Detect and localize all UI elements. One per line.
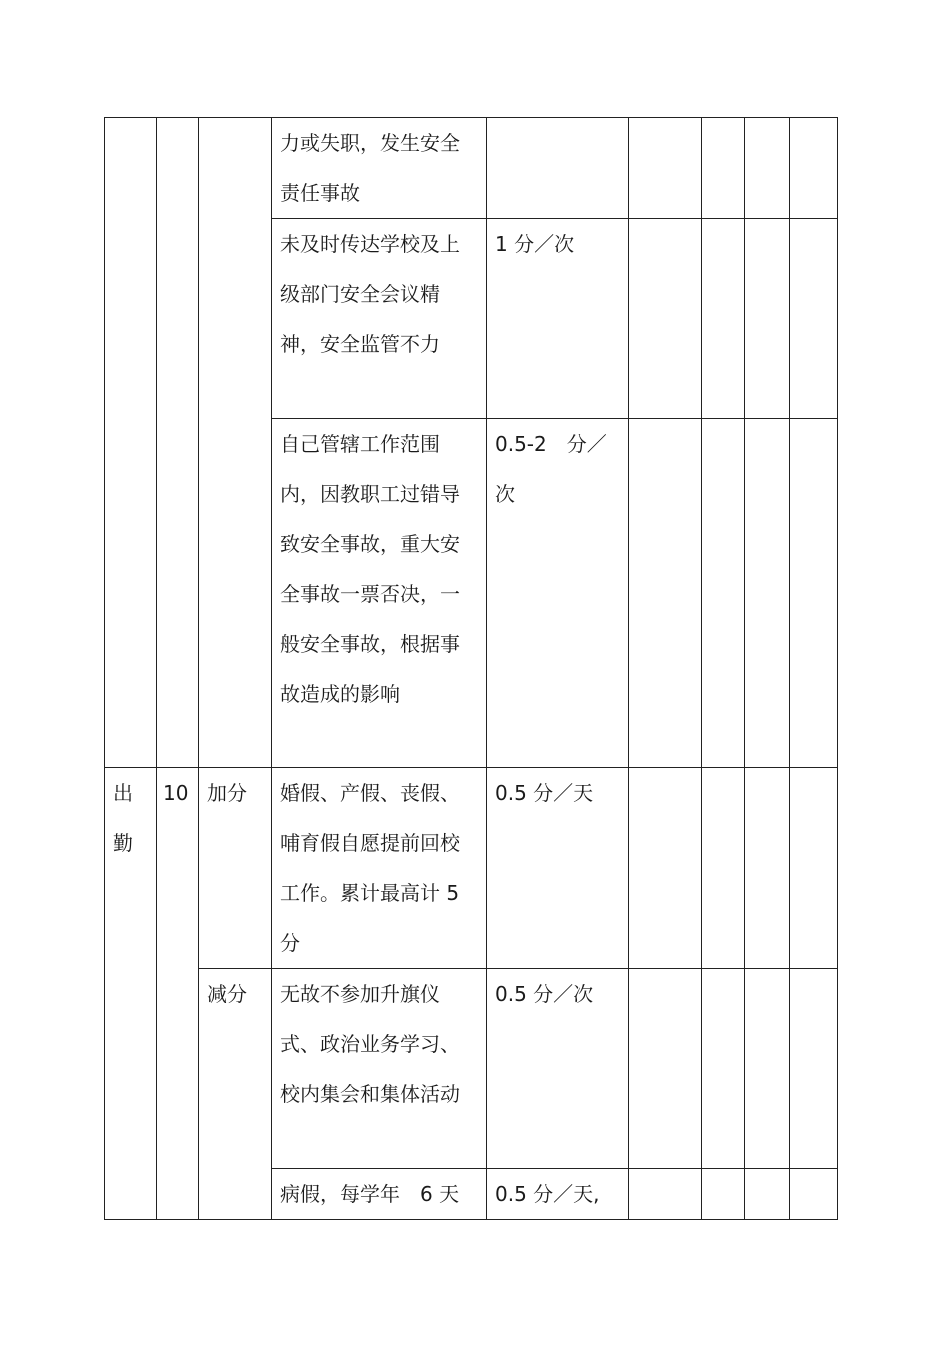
- empty-cell: [629, 768, 702, 969]
- empty-cell: [702, 219, 745, 419]
- type-cell: 加分: [199, 768, 272, 969]
- std-cell: [487, 118, 629, 219]
- empty-cell: [790, 768, 838, 969]
- empty-cell: [745, 419, 790, 768]
- empty-cell: [629, 118, 702, 219]
- assessment-table: [104, 117, 838, 1220]
- empty-cell: [629, 419, 702, 768]
- desc-cell: 婚假、产假、丧假、哺育假自愿提前回校工作。累计最高计 5 分: [272, 768, 487, 969]
- empty-cell: [790, 118, 838, 219]
- desc-cell: 力或失职，发生安全责任事故: [272, 118, 487, 219]
- std-cell: 1 分／次: [487, 219, 629, 419]
- table-row: [105, 118, 838, 219]
- empty-cell: [702, 969, 745, 1169]
- empty-cell: [790, 969, 838, 1169]
- empty-cell: [745, 768, 790, 969]
- empty-cell: [745, 219, 790, 419]
- empty-cell: [745, 118, 790, 219]
- empty-cell: [702, 1169, 745, 1220]
- table-row: [105, 969, 838, 1169]
- score-cell: [157, 118, 199, 768]
- type-cell: [199, 118, 272, 768]
- desc-cell: 自己管辖工作范围内，因教职工过错导致安全事故，重大安全事故一票否决，一般安全事故，根据事故造成的影响: [272, 419, 487, 768]
- empty-cell: [629, 969, 702, 1169]
- empty-cell: [790, 1169, 838, 1220]
- item-cell: 出勤: [105, 768, 157, 1220]
- empty-cell: [745, 1169, 790, 1220]
- std-cell: 0.5 分／天: [487, 768, 629, 969]
- score-cell: 10: [157, 768, 199, 1220]
- desc-cell: 病假，每学年 6 天: [272, 1169, 487, 1220]
- empty-cell: [790, 219, 838, 419]
- desc-cell: 未及时传达学校及上级部门安全会议精神，安全监管不力: [272, 219, 487, 419]
- empty-cell: [790, 419, 838, 768]
- empty-cell: [629, 1169, 702, 1220]
- std-cell: 0.5-2 分／次: [487, 419, 629, 768]
- type-cell: 减分: [199, 969, 272, 1220]
- empty-cell: [629, 219, 702, 419]
- std-cell: 0.5 分／天,: [487, 1169, 629, 1220]
- desc-cell: 无故不参加升旗仪式、政治业务学习、校内集会和集体活动: [272, 969, 487, 1169]
- empty-cell: [702, 419, 745, 768]
- empty-cell: [702, 768, 745, 969]
- std-cell: 0.5 分／次: [487, 969, 629, 1169]
- table-row: [105, 768, 838, 969]
- item-cell: [105, 118, 157, 768]
- empty-cell: [702, 118, 745, 219]
- empty-cell: [745, 969, 790, 1169]
